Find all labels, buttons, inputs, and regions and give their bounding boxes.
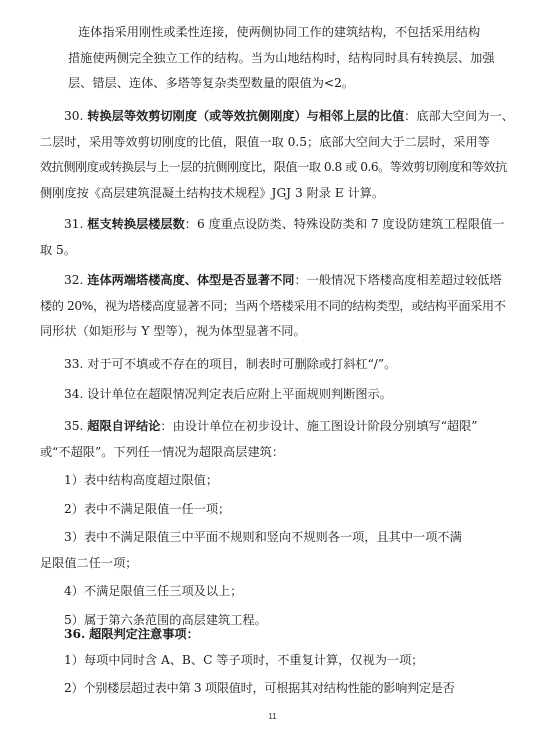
text-run: ：由设计单位在初步设计、施工图设计阶段分别填写“超限”: [160, 419, 478, 433]
paragraph-item-32: [40, 268, 530, 345]
text-run: ：一般情况下塔楼高度相差超过较低塔: [294, 273, 502, 287]
paragraph-item-31: [40, 212, 530, 263]
item-heading: 转换层等效剪切刚度（或等效抗侧刚度）与相邻上层的比值: [87, 109, 405, 123]
paragraph-continuation: [54, 20, 524, 97]
item-heading: 超限自评结论: [87, 419, 161, 433]
list-item: 1）每项中同时含 A、B、C 等子项时，不重复计算，仅视为一项；: [64, 653, 424, 667]
list-item-35: [40, 468, 534, 633]
text-run: ：底部大空间为一、: [404, 109, 514, 123]
paragraph-item-30: [40, 104, 530, 206]
paragraph-item-35: [40, 414, 530, 465]
text-line: 34. 设计单位在超限情况判定表后应附上平面规则判断图示。: [64, 387, 392, 401]
list-item: 足限值二任一项；: [40, 555, 138, 570]
item-number: 31.: [64, 217, 84, 231]
text-line: 楼的 20%，视为塔楼高度显著不同；当两个塔楼采用不同的结构类型，或结构平面采用不: [40, 298, 506, 313]
text-run: ：6 度重点设防类、特殊设防类和 7 度设防建筑工程限值一: [184, 217, 505, 231]
text-line: 二层时，采用等效剪切刚度的比值，限值一取 0.5；底部大空间大于二层时，采用等: [40, 134, 490, 149]
list-item: 5）属于第六条范围的高层建筑工程。: [64, 612, 267, 627]
list-item: 4）不满足限值三任三项及以上；: [64, 584, 243, 598]
paragraph-item-36: [40, 622, 530, 648]
list-item-36: [64, 648, 534, 701]
list-item: 3）表中不满足限值三中平面不规则和竖向不规则各一项，且其中一项不满: [64, 530, 462, 544]
item-heading: 连体两端塔楼高度、体型是否显著不同: [87, 273, 295, 287]
paragraph-item-33: [40, 352, 530, 378]
page-number: 11: [268, 712, 277, 721]
text-line: 措施使两侧完全独立工作的结构。当为山地结构时，结构同时具有转换层、加强: [68, 50, 495, 65]
item-heading: 超限判定注意事项: [89, 627, 187, 641]
list-item: 1）表中结构高度超过限值；: [64, 473, 219, 487]
item-number: 36.: [64, 627, 86, 641]
list-item: 2）表中不满足限值一任一项；: [64, 501, 231, 516]
item-number: 35.: [64, 419, 84, 433]
item-number: 30.: [64, 109, 84, 123]
text-line: 效抗侧刚度或转换层与上一层的抗侧刚度比，限值一取 0.8 或 0.6。等效剪切刚度和等效抗: [40, 160, 507, 174]
text-line: 层、错层、连体、多塔等复杂类型数量的限值为<2。: [68, 76, 355, 90]
text-line: 或“不超限”。下列任一情况为超限高层建筑：: [40, 444, 285, 459]
text-line: 侧刚度按《高层建筑混凝土结构技术规程》JGJ 3 附录 E 计算。: [40, 185, 385, 200]
item-number: 32.: [64, 273, 84, 287]
list-item: 2）个别楼层超过表中第 3 项限值时，可根据其对结构性能的影响判定是否: [64, 680, 455, 695]
text-line: 取 5。: [40, 242, 77, 257]
paragraph-item-34: [40, 382, 530, 408]
text-line: 连体指采用刚性或柔性连接，使两侧协同工作的建筑结构，不包括采用结构: [78, 25, 481, 39]
text-line: 33. 对于可不填或不存在的项目，制表时可删除或打斜杠“/”。: [64, 357, 397, 371]
item-heading: 框支转换层楼层数: [87, 217, 185, 231]
text-run: ：: [186, 627, 199, 641]
text-line: 同形状（如矩形与 Y 型等），视为体型显著不同。: [40, 324, 306, 338]
